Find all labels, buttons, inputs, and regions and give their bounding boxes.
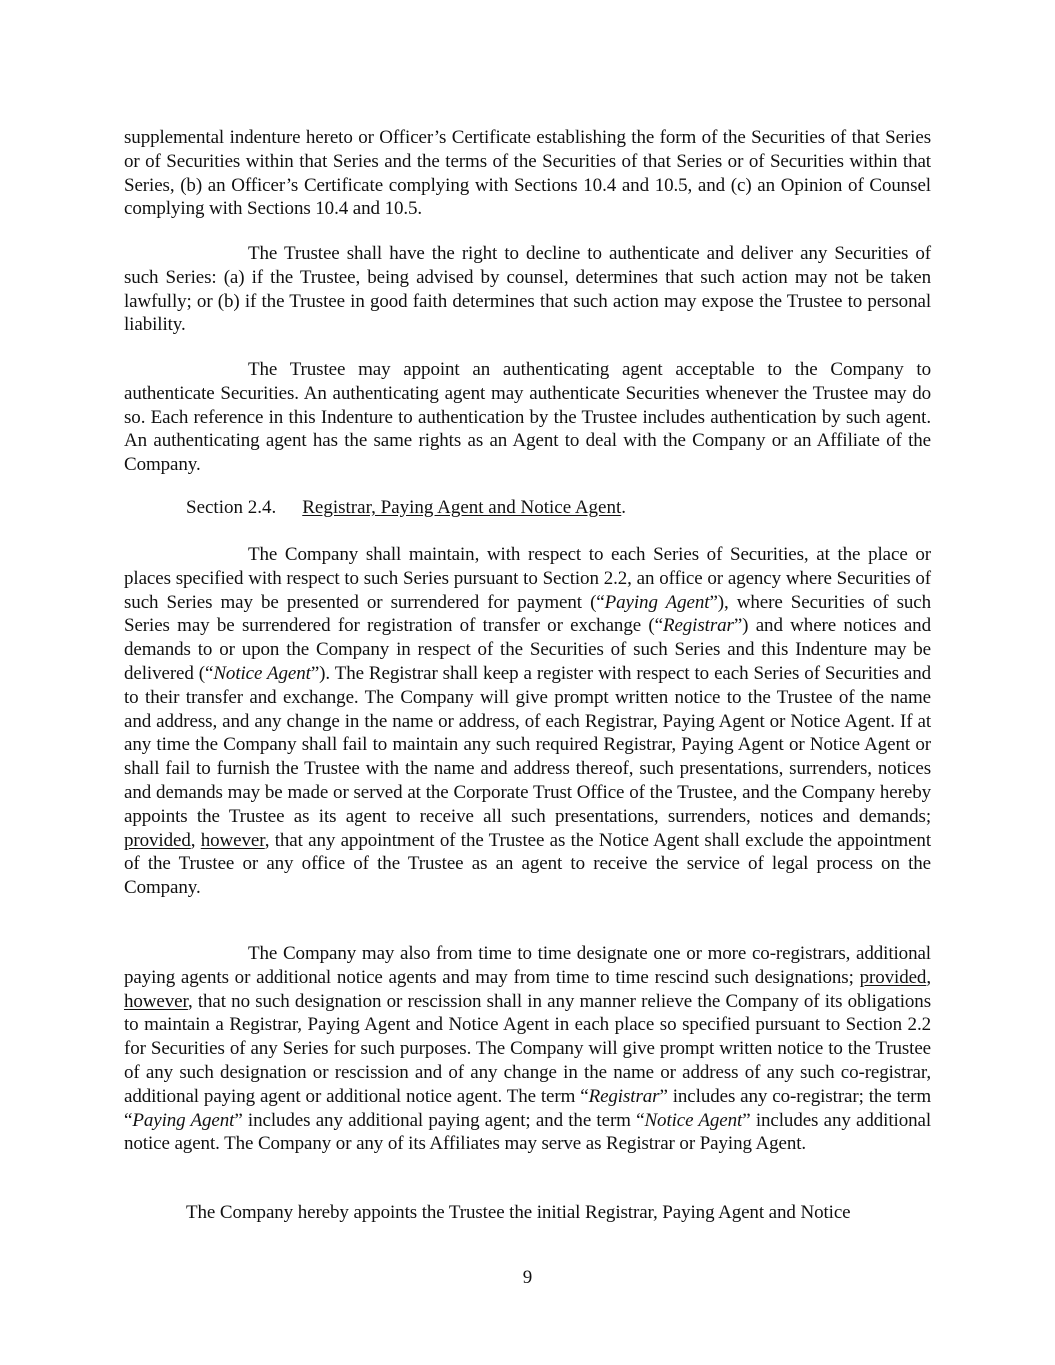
p5-text-b: , that no such designation or rescission shall in any manner relieve the Company of its obligations to maintain a Registrar, Paying Agent and Notice Agent in each place so specified pursuant to Section 2.2 for Securities of any Series for such purposes. The Company will give prompt written notice to the Trustee of any such designation or rescission and of any change in the name or address of any such co-registrar, additional paying agent or additional notice agent. The term “ (124, 990, 931, 1107)
p5-text-a: The Company may also from time to time designate one or more co-registrars, additional paying agents or additional notice agents and may from time to time rescind such designations; (124, 943, 931, 988)
paragraph-4 (124, 543, 931, 900)
p4-term-registrar: Registrar (662, 615, 734, 637)
section-title: Registrar, Paying Agent and Notice Agent (302, 497, 622, 518)
p4-text-d: ”). The Registrar shall keep a register with respect to each Series of Securities and to their transfer and exchange. The Company will give prompt written notice to the Trustee of the name and address, and any change in the name or address, of each Registrar, Paying Agent or Notice Agent. If at any time the Company shall fail to maintain any such required Registrar, Paying Agent or Notice Agent or shall fail to furnish the Trustee with the name and address thereof, such presentations, surrenders, notices and demands may be made or served at the Corporate Trust Office of the Trustee, and the Company hereby appoints the Trustee as its agent to receive all such presentations, surrenders, notices and demands; (124, 662, 931, 827)
paragraph-1: supplemental indenture hereto or Officer’s Certificate establishing the form of the Securities of that Series or of Securities within that Series and the terms of the Securities of that Series or of Securities within that Series, (b) an Officer’s Certificate complying with Sections 10.4 and 10.5, and (c) an Opinion of Counsel complying with Sections 10.4 and 10.5. (124, 127, 931, 220)
section-title-period: . (621, 497, 627, 518)
p5-term-registrar: Registrar (588, 1085, 660, 1107)
p5-provided: provided (859, 966, 927, 988)
page-number: 9 (522, 1267, 533, 1288)
p5-comma: , (926, 966, 931, 988)
p5-text-e: ” includes any additional notice agent. The Company or any of its Affiliates may serve as Registrar or Paying Agent. (124, 1109, 931, 1155)
p4-text-a: The Company shall maintain, with respect to each Series of Securities, at the place or places specified with respect to such Series pursuant to Section 2.2, an office or agency where Securities of such Series may be presented or surrendered for payment (“ (124, 544, 931, 613)
p4-text-e: , that any appointment of the Trustee as the Notice Agent shall exclude the appointment of the Trustee or any office of the Trustee as an agent to receive the service of legal process on the Company. (124, 829, 931, 899)
p5-term-paying-agent: Paying Agent (132, 1109, 235, 1131)
p4-provided: provided (124, 829, 191, 851)
p4-term-paying-agent: Paying Agent (604, 591, 710, 613)
paragraph-6: The Company hereby appoints the Trustee the initial Registrar, Paying Agent and Notice (186, 1202, 851, 1223)
p4-comma: , (190, 829, 201, 851)
p4-however: however (200, 829, 265, 851)
p5-text-c: ” includes any co-registrar; the term “ (124, 1085, 931, 1131)
section-number: Section 2.4. (186, 497, 277, 518)
p4-text-b: ”), where Securities of such Series may be surrendered for registration of transfer or exchange (“ (124, 591, 931, 637)
paragraph-2: The Trustee shall have the right to decline to authenticate and deliver any Securities of such Series: (a) if the Trustee, being advised by counsel, determines that such action may not be taken lawfully; or (b) if the Trustee in good faith determines that such action may expose the Trustee to personal liability. (124, 243, 931, 336)
paragraph-3: The Trustee may appoint an authenticating agent acceptable to the Company to authenticate Securities. An authenticating agent may authenticate Securities whenever the Trustee may do so. Each reference in this Indenture to authentication by the Trustee includes authentication by such agent. An authenticating agent has the same rights as an Agent to deal with the Company or an Affiliate of the Company. (124, 359, 931, 476)
paragraph-5 (124, 942, 931, 1156)
section-heading (186, 496, 626, 520)
p5-however: however (124, 990, 188, 1012)
p4-term-notice-agent: Notice Agent (213, 662, 311, 684)
p5-term-notice-agent: Notice Agent (644, 1109, 743, 1131)
p5-text-d: ” includes any additional paying agent; and the term “ (234, 1109, 645, 1131)
p4-text-c: ”) and where notices and demands to or upon the Company in respect of the Securities of such Series and this Indenture may be delivered (“ (124, 615, 931, 684)
